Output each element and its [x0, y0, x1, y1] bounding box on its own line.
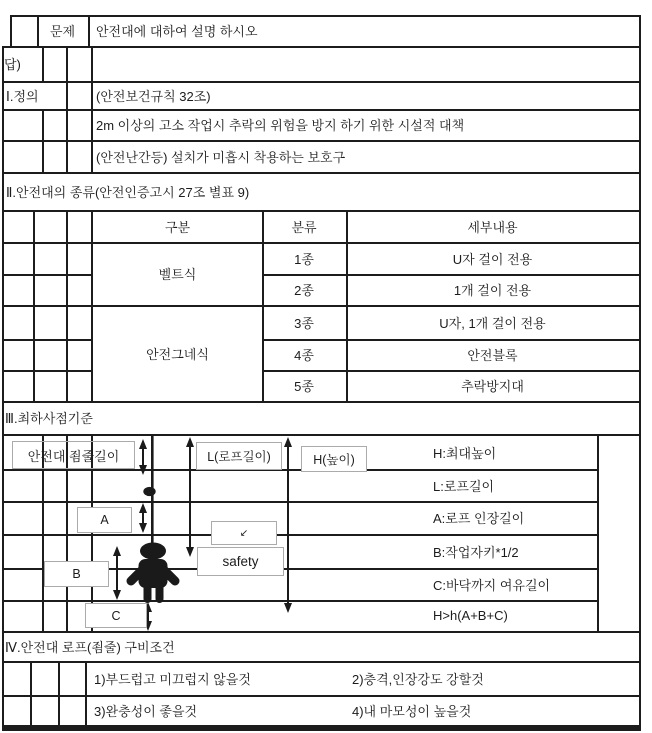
grid-line	[85, 661, 87, 725]
section-title-types: Ⅱ.안전대의 종류(안전인증고시 27조 별표 9)	[6, 184, 250, 200]
lanyard-length-label-box: 안전대 죔줄길이	[12, 441, 135, 469]
b-label-box: B	[44, 561, 109, 587]
grid-line	[2, 339, 93, 341]
measurement-double-arrow-icon	[113, 546, 121, 600]
answer-label: 답)	[4, 57, 21, 72]
grid-line	[33, 210, 35, 403]
requirement-item: 1)부드럽고 미끄럽지 않을것	[94, 671, 251, 687]
diagram-legend-item: B:작업자키*1/2	[433, 544, 519, 560]
worker-person-silhouette-icon	[131, 543, 175, 600]
grid-line	[2, 370, 93, 372]
safety-label-box: safety	[197, 547, 284, 576]
a-label-box: A	[77, 507, 132, 533]
types-group-harness: 안전그네식	[146, 346, 209, 362]
diagram-legend-item: H>h(A+B+C)	[433, 608, 508, 623]
diagram-legend-item: H:최대높이	[433, 446, 497, 461]
grid-line	[91, 46, 93, 172]
types-row-detail: U자, 1개 걸이 전용	[439, 315, 546, 331]
grid-line	[66, 210, 68, 403]
definition-row: (안전난간등) 설치가 미흡시 착용하는 보호구	[96, 149, 346, 165]
measurement-double-arrow-icon	[139, 503, 147, 533]
grid-line	[2, 274, 93, 276]
section-title-definition: Ⅰ.정의	[6, 88, 39, 104]
max-height-arrow-line	[284, 437, 292, 613]
grid-line	[2, 46, 641, 48]
types-col-header-category: 구분	[164, 219, 191, 235]
types-row-detail: 안전블록	[467, 348, 518, 363]
types-row-class: 3종	[294, 315, 314, 331]
types-row-detail: 추락방지대	[461, 379, 524, 394]
anchor-point-dot-icon	[143, 487, 155, 496]
requirement-item: 2)충격,인장강도 강할것	[352, 671, 484, 687]
requirement-item: 4)내 마모성이 높을것	[352, 703, 472, 719]
section-title-requirements: Ⅳ.안전대 로프(죔줄) 구비조건	[5, 639, 175, 655]
question-text: 안전대에 대하여 설명 하시오	[96, 24, 258, 39]
grid-line	[10, 15, 12, 48]
definition-row: 2m 이상의 고소 작업시 추락의 위험을 방지 하기 위한 시설적 대책	[96, 118, 465, 133]
types-row-class: 2종	[294, 283, 314, 298]
grid-line	[2, 727, 641, 731]
lanyard-line	[151, 436, 154, 546]
types-group-belt: 벨트식	[158, 267, 197, 282]
grid-line	[2, 46, 4, 731]
rope-length-arrow-line	[186, 437, 194, 557]
grid-line	[88, 15, 90, 48]
grid-line	[42, 109, 44, 172]
grid-line	[58, 661, 60, 725]
grid-line	[30, 661, 32, 725]
types-row-class: 4종	[294, 348, 314, 363]
grid-line	[66, 46, 68, 172]
requirement-item: 3)완충성이 좋을것	[94, 703, 198, 719]
types-row-detail: U자 걸이 전용	[452, 251, 533, 267]
c-label-box: C	[85, 603, 147, 628]
diagram-legend-item: L:로프길이	[433, 478, 495, 494]
types-row-class: 5종	[294, 379, 314, 394]
height-label-box: H(높이)	[301, 446, 367, 472]
grid-line	[42, 46, 44, 81]
diagram-legend-item: C:바닥까지 여유길이	[433, 577, 551, 593]
rope-length-label-box: L(로프길이)	[196, 442, 282, 470]
question-label: 문제	[49, 24, 76, 39]
types-row-detail: 1개 걸이 전용	[453, 283, 532, 298]
grid-line	[597, 434, 599, 633]
grid-line	[639, 15, 641, 731]
definition-row: (안전보건규칙 32조)	[96, 88, 211, 104]
types-col-header-detail: 세부내용	[467, 219, 518, 235]
types-col-header-class: 분류	[291, 219, 317, 235]
types-row-class: 1종	[294, 251, 314, 267]
section-title-lowest-point: Ⅲ.최하사점기준	[5, 411, 93, 426]
hook-arrow-icon: ↙	[211, 521, 277, 545]
diagram-legend-item: A:로프 인장길이	[433, 511, 525, 526]
